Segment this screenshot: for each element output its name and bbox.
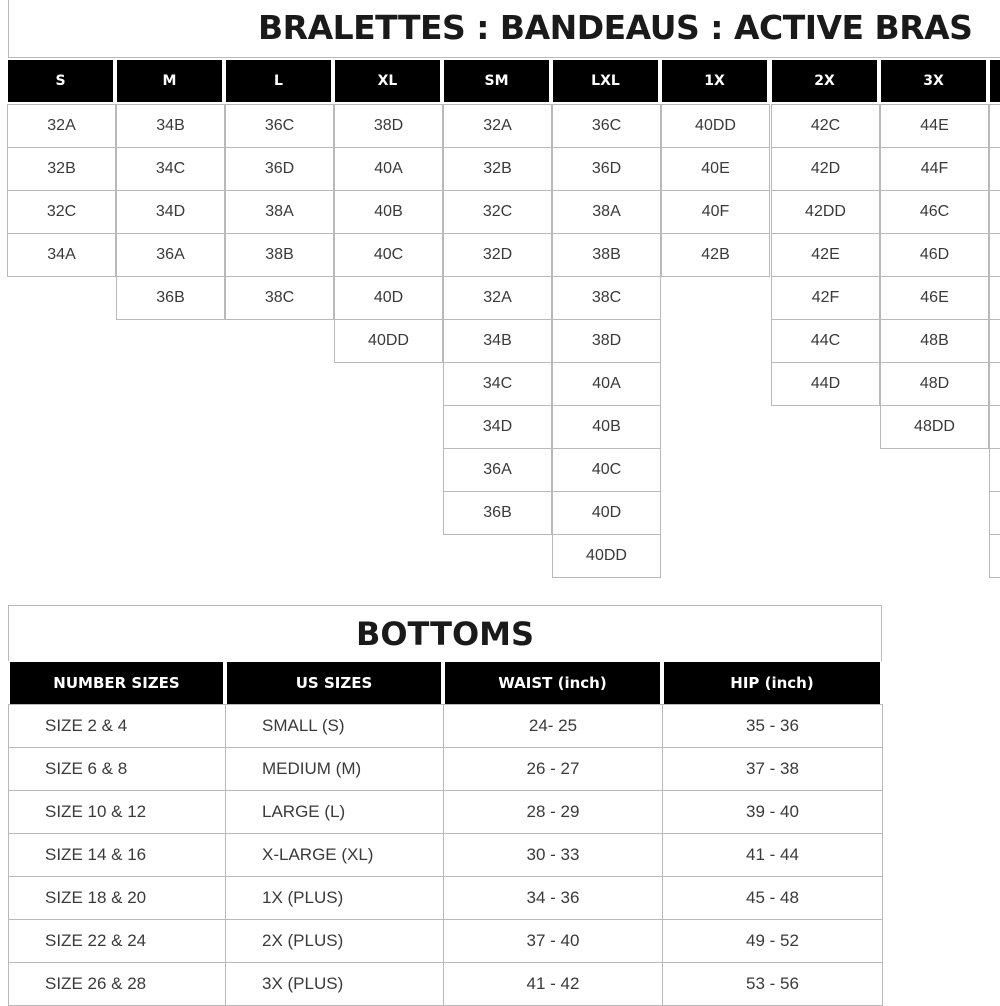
- bottoms-cell: 39 - 40: [662, 790, 883, 834]
- bras-size-cell: 36D: [552, 147, 661, 191]
- bras-size-cell: [989, 534, 1000, 578]
- bottoms-cell: SIZE 2 & 4: [8, 704, 226, 748]
- bras-size-cell: 40C: [334, 233, 443, 277]
- bras-col-header: 1X: [662, 60, 767, 102]
- bottoms-cell: 26 - 27: [443, 747, 663, 791]
- bras-size-cell: 36B: [116, 276, 225, 320]
- bras-size-cell: 34D: [443, 405, 552, 449]
- bras-col-header: 3X: [881, 60, 986, 102]
- bras-size-cell: 32A: [7, 104, 116, 148]
- bras-size-cell: 34C: [443, 362, 552, 406]
- bras-size-cell: [989, 233, 1000, 277]
- bras-size-cell: 32A: [443, 104, 552, 148]
- bras-size-cell: [989, 190, 1000, 234]
- bras-size-cell: 34C: [116, 147, 225, 191]
- bras-col-header: SM: [444, 60, 549, 102]
- bras-size-cell: 36B: [443, 491, 552, 535]
- bottoms-cell: X-LARGE (XL): [225, 833, 444, 877]
- bras-size-cell: 32C: [7, 190, 116, 234]
- bottoms-cell: 41 - 44: [662, 833, 883, 877]
- bottoms-cell: 35 - 36: [662, 704, 883, 748]
- bras-size-cell: 44E: [880, 104, 989, 148]
- bras-size-cell: [989, 448, 1000, 492]
- bras-size-cell: 48D: [880, 362, 989, 406]
- bras-size-cell: [989, 405, 1000, 449]
- bottoms-cell: SIZE 14 & 16: [8, 833, 226, 877]
- bras-size-cell: 44F: [880, 147, 989, 191]
- bottoms-col-header: NUMBER SIZES: [10, 662, 223, 704]
- bras-size-cell: 38D: [552, 319, 661, 363]
- bottoms-cell: SIZE 10 & 12: [8, 790, 226, 834]
- bottoms-cell: 41 - 42: [443, 962, 663, 1006]
- bras-size-cell: 36A: [443, 448, 552, 492]
- bottoms-cell: SIZE 26 & 28: [8, 962, 226, 1006]
- bottoms-title: BOTTOMS: [8, 605, 882, 661]
- bras-size-cell: 42B: [661, 233, 770, 277]
- bottoms-cell: LARGE (L): [225, 790, 444, 834]
- bras-size-cell: 34A: [7, 233, 116, 277]
- bras-size-cell: [989, 319, 1000, 363]
- bras-size-cell: 36C: [225, 104, 334, 148]
- bras-size-cell: [989, 491, 1000, 535]
- bras-size-cell: 46D: [880, 233, 989, 277]
- bottoms-cell: 24- 25: [443, 704, 663, 748]
- bras-size-cell: 34B: [116, 104, 225, 148]
- bras-size-cell: 32D: [443, 233, 552, 277]
- bras-size-cell: 40D: [334, 276, 443, 320]
- bras-size-cell: 40A: [334, 147, 443, 191]
- bras-size-cell: 38B: [552, 233, 661, 277]
- bras-size-cell: 42E: [771, 233, 880, 277]
- bras-size-cell: 40DD: [552, 534, 661, 578]
- bras-col-header: L: [226, 60, 331, 102]
- bras-col-header: S: [8, 60, 113, 102]
- bras-col-header: M: [117, 60, 222, 102]
- bottoms-cell: 30 - 33: [443, 833, 663, 877]
- bras-size-cell: 48B: [880, 319, 989, 363]
- bottoms-cell: SMALL (S): [225, 704, 444, 748]
- bottoms-cell: SIZE 6 & 8: [8, 747, 226, 791]
- bras-size-cell: 40F: [661, 190, 770, 234]
- bras-size-cell: 32B: [7, 147, 116, 191]
- bottoms-cell: 53 - 56: [662, 962, 883, 1006]
- bottoms-cell: 28 - 29: [443, 790, 663, 834]
- bras-size-cell: 34B: [443, 319, 552, 363]
- bras-size-cell: 38B: [225, 233, 334, 277]
- bras-size-cell: 40D: [552, 491, 661, 535]
- bras-size-cell: 40B: [334, 190, 443, 234]
- bottoms-cell: SIZE 18 & 20: [8, 876, 226, 920]
- bras-col-header: 2X: [772, 60, 877, 102]
- bras-size-cell: 32A: [443, 276, 552, 320]
- bras-size-cell: 48DD: [880, 405, 989, 449]
- bottoms-cell: 2X (PLUS): [225, 919, 444, 963]
- bottoms-cell: 37 - 38: [662, 747, 883, 791]
- bottoms-col-header: HIP (inch): [664, 662, 880, 704]
- bras-size-cell: 36C: [552, 104, 661, 148]
- bottoms-cell: SIZE 22 & 24: [8, 919, 226, 963]
- bras-size-cell: 44D: [771, 362, 880, 406]
- bras-size-cell: [989, 362, 1000, 406]
- bras-size-cell: 46E: [880, 276, 989, 320]
- bras-size-cell: 40E: [661, 147, 770, 191]
- bras-size-cell: 36D: [225, 147, 334, 191]
- bottoms-col-header: US SIZES: [227, 662, 441, 704]
- bras-size-cell: 40C: [552, 448, 661, 492]
- bras-size-cell: 44C: [771, 319, 880, 363]
- bras-col-header: [990, 60, 1000, 102]
- bras-size-cell: 40DD: [334, 319, 443, 363]
- bras-size-cell: 40A: [552, 362, 661, 406]
- bras-col-header: LXL: [553, 60, 658, 102]
- bottoms-cell: 37 - 40: [443, 919, 663, 963]
- bras-size-cell: 32B: [443, 147, 552, 191]
- bras-size-cell: 42C: [771, 104, 880, 148]
- bras-size-cell: 46C: [880, 190, 989, 234]
- bottoms-cell: 3X (PLUS): [225, 962, 444, 1006]
- bras-size-cell: 38D: [334, 104, 443, 148]
- bras-col-header: XL: [335, 60, 440, 102]
- bottoms-cell: 45 - 48: [662, 876, 883, 920]
- bras-size-cell: 42D: [771, 147, 880, 191]
- bras-size-cell: 32C: [443, 190, 552, 234]
- bras-size-cell: 40DD: [661, 104, 770, 148]
- bras-size-cell: 38A: [552, 190, 661, 234]
- bottoms-col-header: WAIST (inch): [445, 662, 660, 704]
- bras-size-cell: [989, 276, 1000, 320]
- bras-size-cell: 34D: [116, 190, 225, 234]
- bras-size-cell: 42DD: [771, 190, 880, 234]
- bottoms-cell: 34 - 36: [443, 876, 663, 920]
- bras-size-cell: 38A: [225, 190, 334, 234]
- bras-size-cell: 42F: [771, 276, 880, 320]
- bras-size-cell: 38C: [552, 276, 661, 320]
- bottoms-cell: 49 - 52: [662, 919, 883, 963]
- bras-size-cell: [989, 104, 1000, 148]
- bras-chart-title: BRALETTES : BANDEAUS : ACTIVE BRAS: [258, 8, 973, 47]
- bras-size-cell: 36A: [116, 233, 225, 277]
- bras-size-cell: 38C: [225, 276, 334, 320]
- bottoms-cell: 1X (PLUS): [225, 876, 444, 920]
- bras-size-cell: [989, 147, 1000, 191]
- bras-size-cell: 40B: [552, 405, 661, 449]
- bottoms-cell: MEDIUM (M): [225, 747, 444, 791]
